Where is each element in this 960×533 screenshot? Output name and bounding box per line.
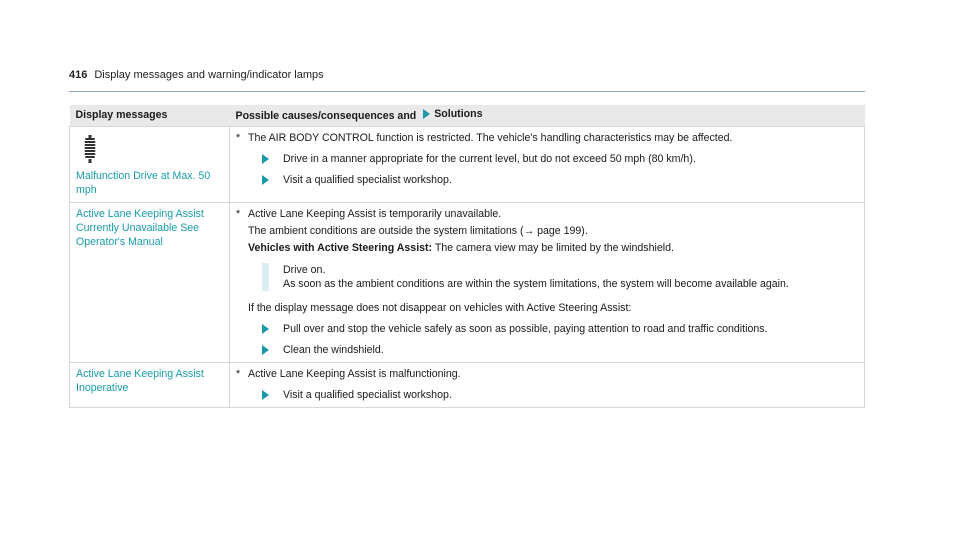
solution-step: Drive on. As soon as the ambient conditions are within the system limitations, the system will become available again. [248,263,858,291]
cause-cell [230,127,865,203]
solution-arrow-icon [262,154,269,164]
solution-step: Visit a qualified specialist workshop. [248,173,858,187]
message-cell [70,203,230,363]
cause-cell [230,363,865,408]
solution-arrow-icon [262,345,269,355]
solutions-label: Solutions [419,107,482,121]
cause-cell [230,203,865,363]
solution-step: Clean the windshield. [248,343,858,357]
solution-arrow-icon [423,109,430,119]
solution-step: Drive in a manner appropriate for the current level, but do not exceed 50 mph (80 km/h). [248,152,858,166]
air-suspension-icon [84,135,96,163]
solution-step: Visit a qualified specialist workshop. [248,388,858,402]
page-header [69,69,865,92]
solution-step: Pull over and stop the vehicle safely as soon as possible, paying attention to road and traffic conditions. [248,322,858,336]
asterisk-marker: * [236,368,241,380]
page-number: 416 [69,69,88,81]
cause-text: Active Lane Keeping Assist is malfunctioning. [248,368,461,380]
condition-text: If the display message does not disappear on vehicles with Active Steering Assist: [248,302,632,314]
solution-arrow-icon [262,390,269,400]
table-row [70,363,865,408]
display-messages-table [69,105,865,408]
col-header-display-messages: Display messages [70,105,230,127]
display-message-text: Malfunction Drive at Max. 50 mph [76,170,211,196]
table-header-row [70,105,865,127]
cause-text: Active Lane Keeping Assist is temporarily unavailable. [248,208,502,220]
asterisk-marker: * [236,208,241,220]
page-title: Display messages and warning/indicator lamps [94,69,324,81]
col-header-causes-solutions [230,105,865,127]
table-row [70,127,865,203]
solution-arrow-icon [262,324,269,334]
cause-text: The AIR BODY CONTROL function is restricted. The vehicle's handling characteristics may be affected. [248,132,733,144]
display-message-text: Active Lane Keeping Assist Currently Unavailable See Operator's Manual [76,208,204,248]
step-highlight-bar [262,263,269,291]
solution-arrow-icon [262,175,269,185]
display-message-text: Active Lane Keeping Assist Inoperative [76,368,204,394]
table-row [70,203,865,363]
message-cell [70,127,230,203]
cause-detail: The ambient conditions are outside the system limitations (→ page 199). [248,225,588,237]
message-cell [70,363,230,408]
steering-assist-note: Vehicles with Active Steering Assist: The camera view may be limited by the windshield. [248,242,674,254]
col-header-causes: Possible causes/consequences and [235,110,417,122]
asterisk-marker: * [236,132,241,144]
